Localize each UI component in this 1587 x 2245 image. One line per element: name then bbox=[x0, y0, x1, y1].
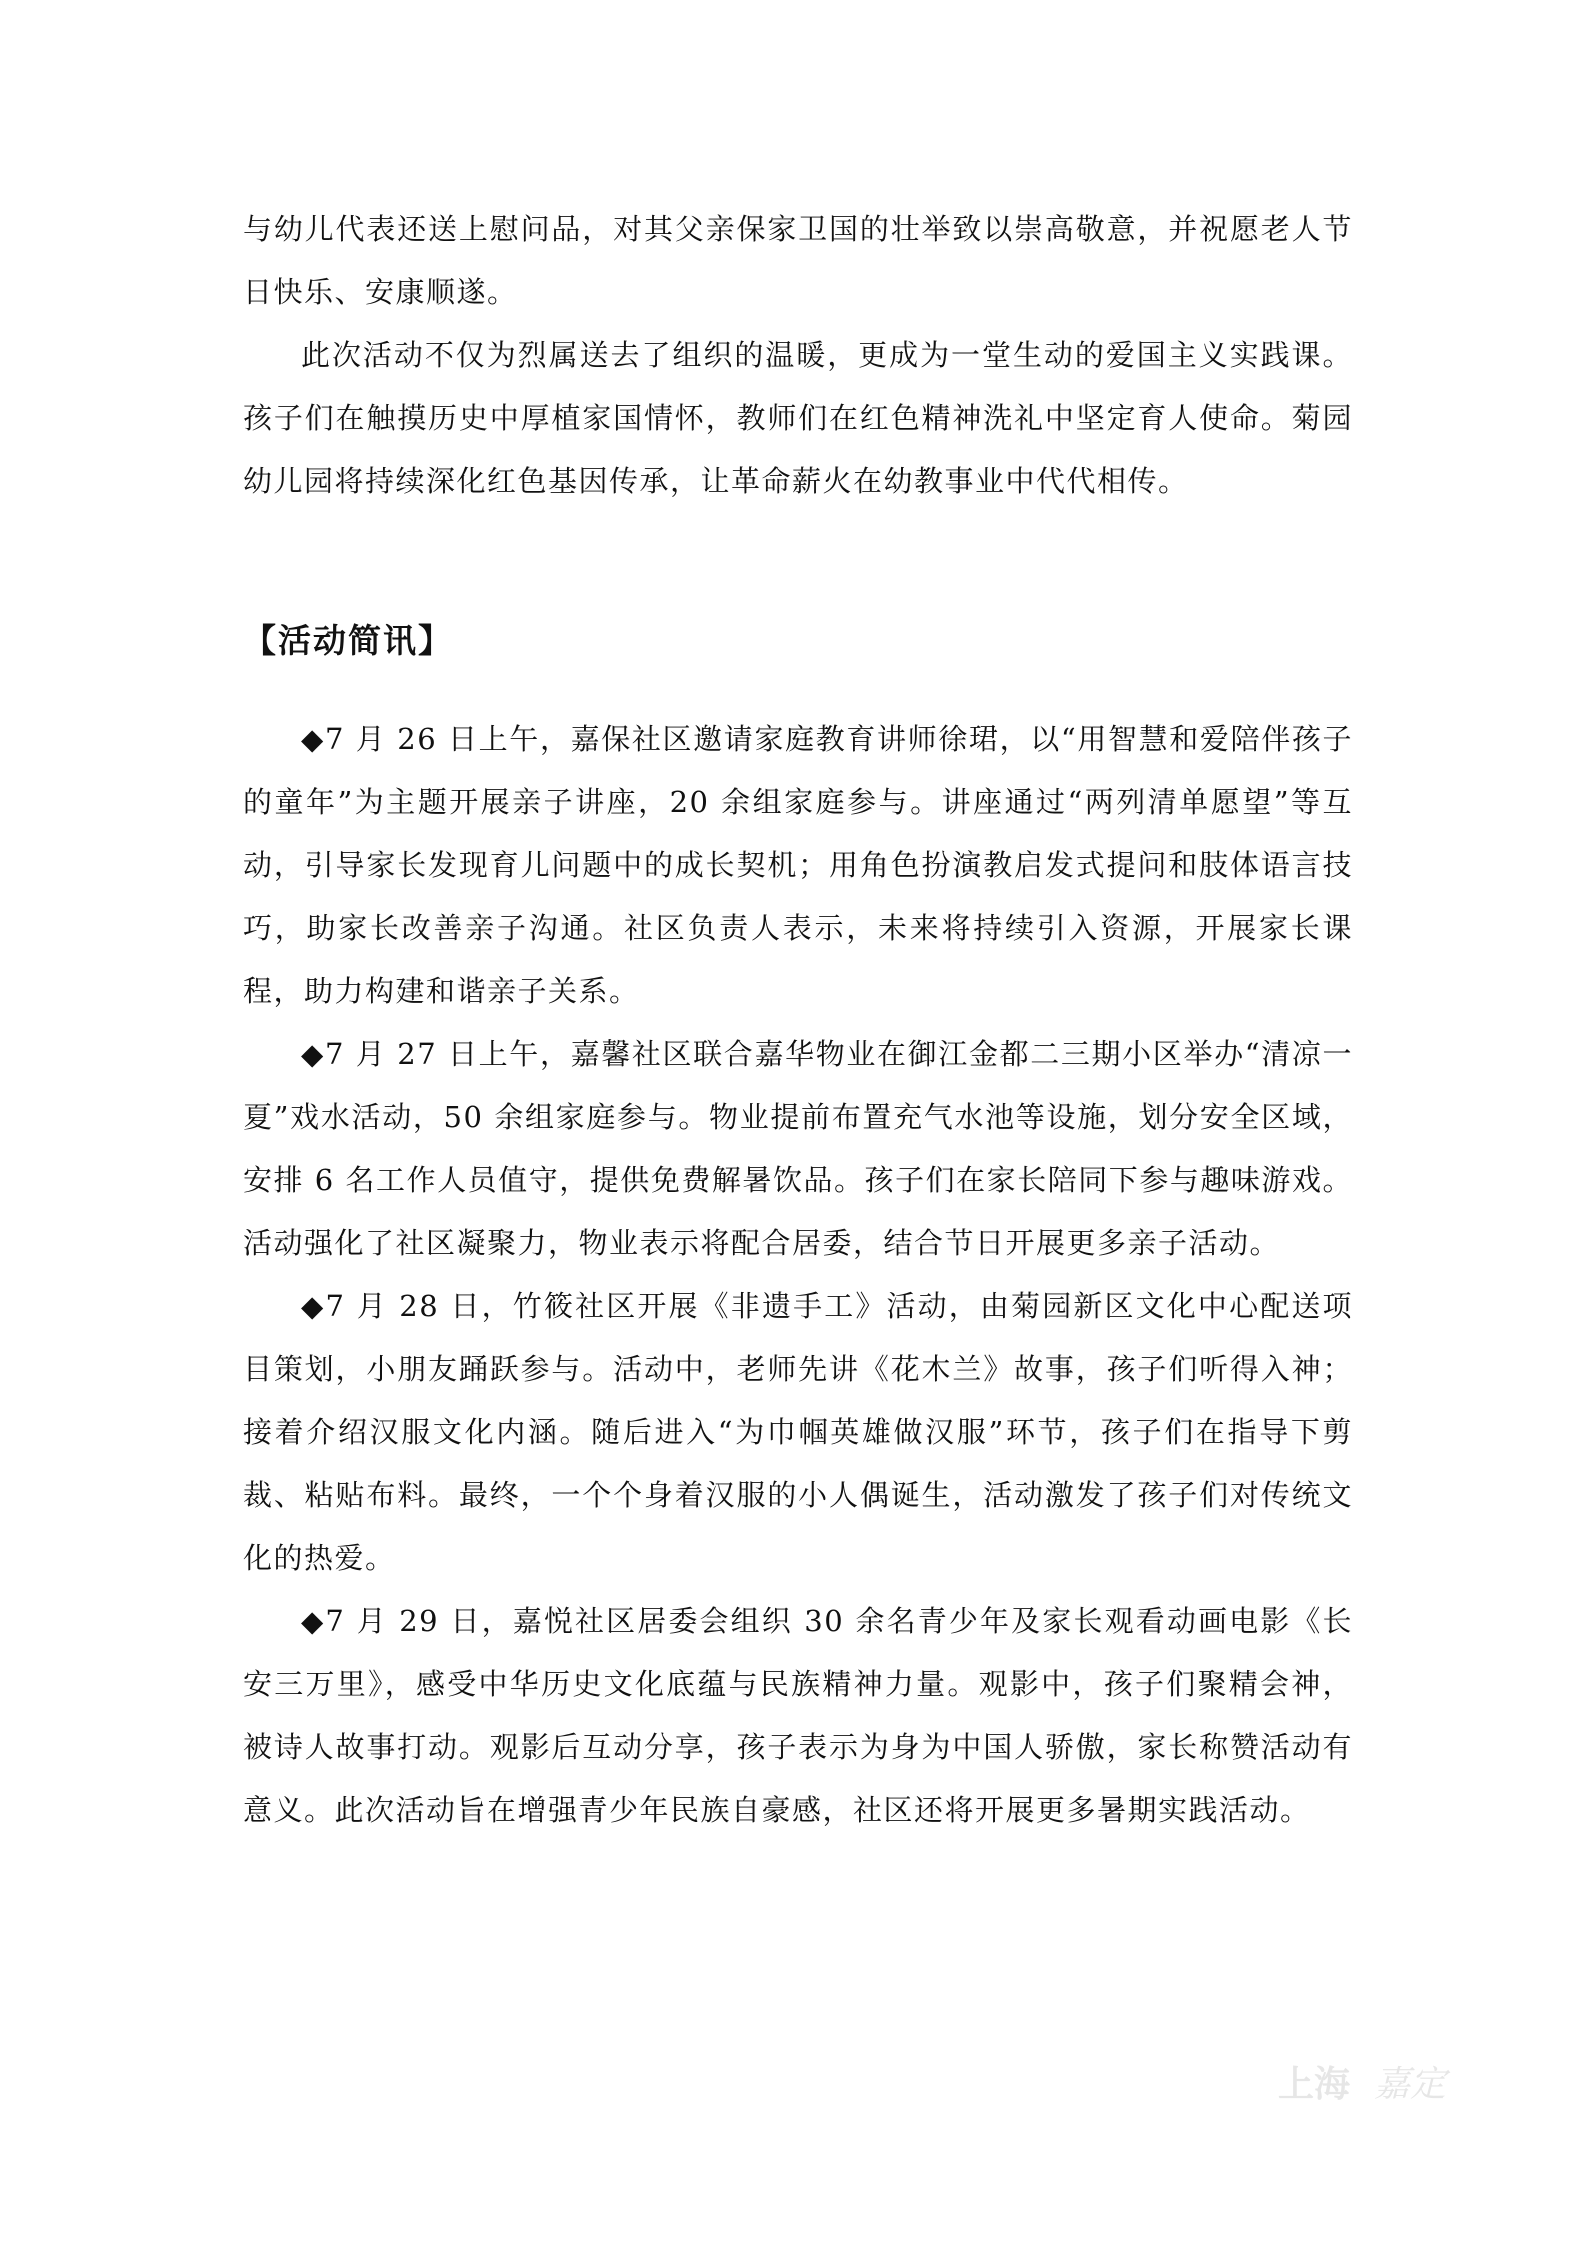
watermark-text-jiading: 嘉定 bbox=[1374, 2064, 1447, 2105]
news-item-july-26: ◆7 月 26 日上午，嘉保社区邀请家庭教育讲师徐珺，以“用智慧和爱陪伴孩子的童年”为主题开展亲子讲座，20 余组家庭参与。讲座通过“两列清单愿望”等互动，引导家长发现育儿问题中的成长契机；用角色扮演教启发式提问和肢体语言技巧，助家长改善亲子沟通。社区负责人表示，未来将持续引入资源，开展家长课程，助力构建和谐亲子关系。 bbox=[243, 722, 1353, 1008]
intro-paragraph-continued: 与幼儿代表还送上慰问品，对其父亲保家卫国的壮举致以崇高敬意，并祝愿老人节日快乐、安康顺遂。 bbox=[243, 212, 1353, 309]
watermark-text-shanghai: 上海 bbox=[1278, 2064, 1351, 2105]
news-item-july-29: ◆7 月 29 日，嘉悦社区居委会组织 30 余名青少年及家长观看动画电影《长安三万里》，感受中华历史文化底蕴与民族精神力量。观影中，孩子们聚精会神，被诗人故事打动。观影后互动分享，孩子表示为身为中国人骄傲，家长称赞活动有意义。此次活动旨在增强青少年民族自豪感，社区还将开展更多暑期实践活动。 bbox=[243, 1604, 1353, 1827]
intro-paragraph-summary: 此次活动不仅为烈属送去了组织的温暖，更成为一堂生动的爱国主义实践课。孩子们在触摸历史中厚植家国情怀，教师们在红色精神洗礼中坚定育人使命。菊园幼儿园将持续深化红色基因传承，让革命薪火在幼教事业中代代相传。 bbox=[243, 338, 1353, 498]
news-item-july-28: ◆7 月 28 日，竹筱社区开展《非遗手工》活动，由菊园新区文化中心配送项目策划，小朋友踊跃参与。活动中，老师先讲《花木兰》故事，孩子们听得入神；接着介绍汉服文化内涵。随后进入“为巾帼英雄做汉服”环节，孩子们在指导下剪裁、粘贴布料。最终，一个个身着汉服的小人偶诞生，活动激发了孩子们对传统文化的热爱。 bbox=[243, 1289, 1353, 1575]
section-title-news-brief: 【活动简讯】 bbox=[243, 621, 453, 660]
document-body bbox=[243, 198, 1353, 1842]
news-item-july-27: ◆7 月 27 日上午，嘉馨社区联合嘉华物业在御江金都二三期小区举办“清凉一夏”戏水活动，50 余组家庭参与。物业提前布置充气水池等设施，划分安全区域，安排 6 名工作人员值守，提供免费解暑饮品。孩子们在家长陪同下参与趣味游戏。活动强化了社区凝聚力，物业表示将配合居委，结合节日开展更多亲子活动。 bbox=[243, 1037, 1353, 1260]
shanghai-jiading-watermark-logo bbox=[1278, 2060, 1478, 2110]
